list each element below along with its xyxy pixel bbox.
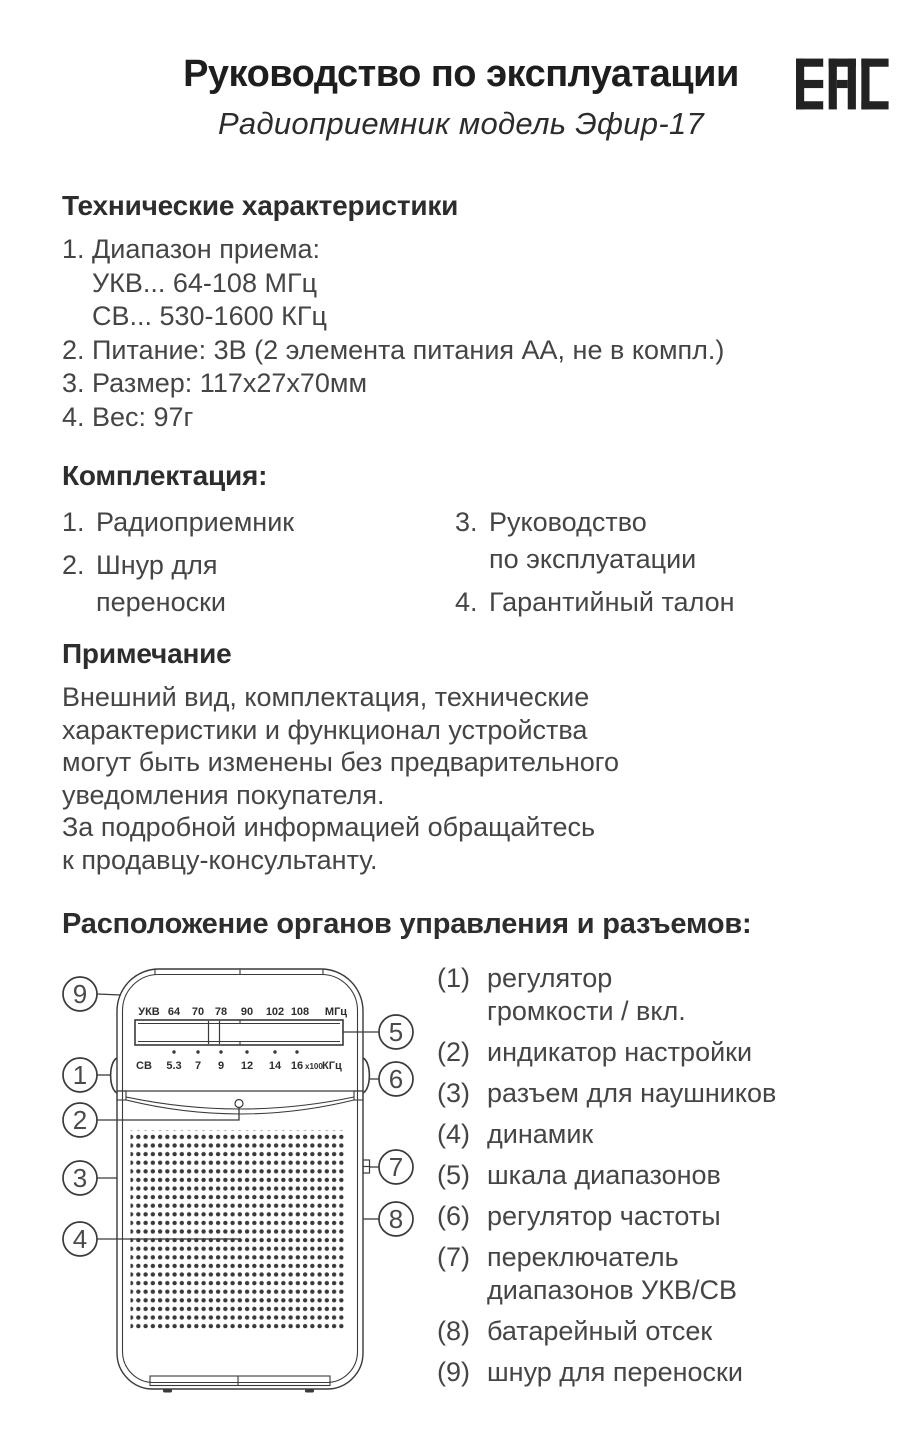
svg-text:5: 5: [388, 1017, 404, 1047]
spec-line: Вес: 97г: [92, 401, 194, 432]
am-unit-label: КГц: [322, 1060, 342, 1072]
svg-text:64: 64: [167, 1006, 181, 1018]
legend-line: индикатор настройки: [487, 1037, 753, 1067]
package-heading: Комплектация:: [62, 460, 268, 491]
legend-item: [437, 962, 776, 1028]
legend-item: [437, 1200, 776, 1233]
legend-item-number: (4): [437, 1119, 470, 1149]
dial-needle: [209, 1021, 220, 1044]
legend-item-number: (5): [437, 1160, 470, 1190]
spec-line: УКВ... 64-108 МГц: [92, 267, 318, 298]
svg-text:14: 14: [268, 1060, 282, 1072]
legend-item: [437, 1356, 776, 1389]
legend-item: [437, 1118, 776, 1151]
legend-item-number: (6): [437, 1201, 470, 1231]
note-line: характеристики и функционал устройства: [62, 714, 588, 745]
package-line: по эксплуатации: [489, 544, 697, 574]
band-switch: [363, 1160, 370, 1173]
dial-window: [135, 1020, 343, 1045]
note-line: могут быть изменены без предварительного: [62, 747, 620, 777]
svg-text:12: 12: [240, 1060, 254, 1072]
fm-unit-label: МГц: [324, 1006, 348, 1018]
legend-item: [437, 1241, 776, 1307]
legend-line: громкости / вкл.: [487, 996, 686, 1026]
legend-item-number: (1): [437, 963, 470, 993]
svg-text:6: 6: [388, 1064, 404, 1094]
svg-text:9: 9: [217, 1060, 225, 1072]
section-specs: [62, 190, 724, 434]
svg-text:108: 108: [290, 1006, 310, 1018]
legend-item-number: (8): [437, 1316, 470, 1346]
svg-text:1: 1: [72, 1060, 88, 1090]
section-package: [62, 460, 842, 617]
controls-legend: [437, 962, 776, 1397]
spec-item-number: 2.: [62, 334, 85, 365]
package-line: Шнур для: [96, 550, 218, 580]
am-scale: [136, 1060, 342, 1072]
package-item: [455, 504, 735, 578]
volume-knob: [111, 1058, 117, 1093]
package-item: [455, 584, 735, 621]
svg-text:9: 9: [72, 979, 88, 1009]
legend-item: [437, 1077, 776, 1110]
legend-line: динамик: [487, 1119, 594, 1149]
note-line: Внешний вид, комплектация, технические: [62, 682, 590, 712]
spec-line: Диапазон приема:: [92, 234, 321, 264]
page-title: Руководство по эксплуатации: [183, 53, 739, 95]
svg-text:70: 70: [191, 1006, 205, 1018]
svg-text:7: 7: [388, 1152, 404, 1182]
legend-item: [437, 1036, 776, 1069]
legend-line: разъем для наушников: [487, 1078, 777, 1108]
package-item-number: 2.: [62, 550, 85, 580]
fm-scale: [138, 1006, 347, 1018]
spec-line: Питание: 3В (2 элемента питания АА, не в компл.): [92, 334, 725, 365]
spec-line: СВ... 530-1600 КГц: [92, 301, 327, 331]
package-line: Радиоприемник: [96, 507, 295, 537]
note-line: уведомления покупателя.: [62, 779, 385, 810]
legend-item-number: (3): [437, 1078, 470, 1108]
svg-text:5.3: 5.3: [166, 1060, 182, 1072]
package-column-right: [455, 504, 735, 627]
note-heading: Примечание: [62, 638, 232, 669]
legend-item-number: (2): [437, 1037, 470, 1067]
package-line: переноски: [96, 587, 226, 617]
tuning-knob: [363, 1058, 369, 1093]
am-band-label: СВ: [136, 1060, 152, 1072]
speaker-grille: [131, 1130, 344, 1331]
legend-item-number: (7): [437, 1242, 470, 1272]
legend-line: регулятор: [487, 963, 613, 993]
package-line: Гарантийный талон: [489, 587, 735, 617]
spec-item: [62, 367, 724, 401]
package-item: [62, 547, 294, 621]
legend-line: регулятор частоты: [487, 1201, 721, 1231]
legend-item-number: (9): [437, 1357, 470, 1387]
controls-heading: Расположение органов управления и разъемов:: [62, 908, 752, 940]
legend-line: переключатель: [487, 1242, 679, 1272]
package-line: Руководство: [489, 507, 647, 537]
radio-diagram: [55, 952, 430, 1432]
svg-text:7: 7: [194, 1060, 202, 1072]
package-item-number: 3.: [455, 507, 478, 537]
svg-text:8: 8: [388, 1204, 404, 1234]
legend-line: батарейный отсек: [487, 1316, 713, 1346]
note-line: к продавцу-консультанту.: [62, 844, 378, 875]
spec-item-number: 4.: [62, 401, 85, 432]
svg-text:102: 102: [265, 1006, 285, 1018]
specs-heading: Технические характеристики: [62, 190, 459, 221]
package-item-number: 1.: [62, 507, 85, 537]
note-line: За подробной информацией обращайтесь: [62, 812, 596, 842]
legend-line: шнур для переноски: [487, 1357, 743, 1387]
tuning-indicator-led: [235, 1100, 243, 1108]
svg-text:3: 3: [72, 1163, 88, 1193]
legend-item: [437, 1315, 776, 1348]
model-subtitle: Радиоприемник модель Эфир-17: [217, 106, 705, 141]
spec-line: Размер: 117х27х70мм: [92, 368, 368, 398]
spec-item-number: 1.: [62, 234, 85, 264]
legend-line: шкала диапазонов: [487, 1160, 721, 1190]
fm-band-label: УКВ: [138, 1006, 160, 1018]
svg-text:16: 16: [290, 1060, 304, 1072]
svg-text:78: 78: [214, 1006, 228, 1018]
section-note: [62, 638, 619, 876]
package-column-left: [62, 504, 294, 627]
legend-item: [437, 1159, 776, 1192]
svg-text:2: 2: [72, 1105, 88, 1135]
package-item-number: 4.: [455, 587, 478, 617]
spec-item: [62, 401, 724, 435]
am-multiplier-label: х100: [305, 1062, 323, 1071]
svg-text:90: 90: [240, 1006, 254, 1018]
dial-scale-dots: [172, 1050, 298, 1053]
legend-line: диапазонов УКВ/СВ: [487, 1275, 737, 1305]
svg-text:4: 4: [72, 1224, 88, 1254]
spec-item: [62, 334, 724, 368]
spec-item: [62, 233, 724, 334]
spec-item-number: 3.: [62, 368, 85, 398]
package-item: [62, 504, 294, 541]
